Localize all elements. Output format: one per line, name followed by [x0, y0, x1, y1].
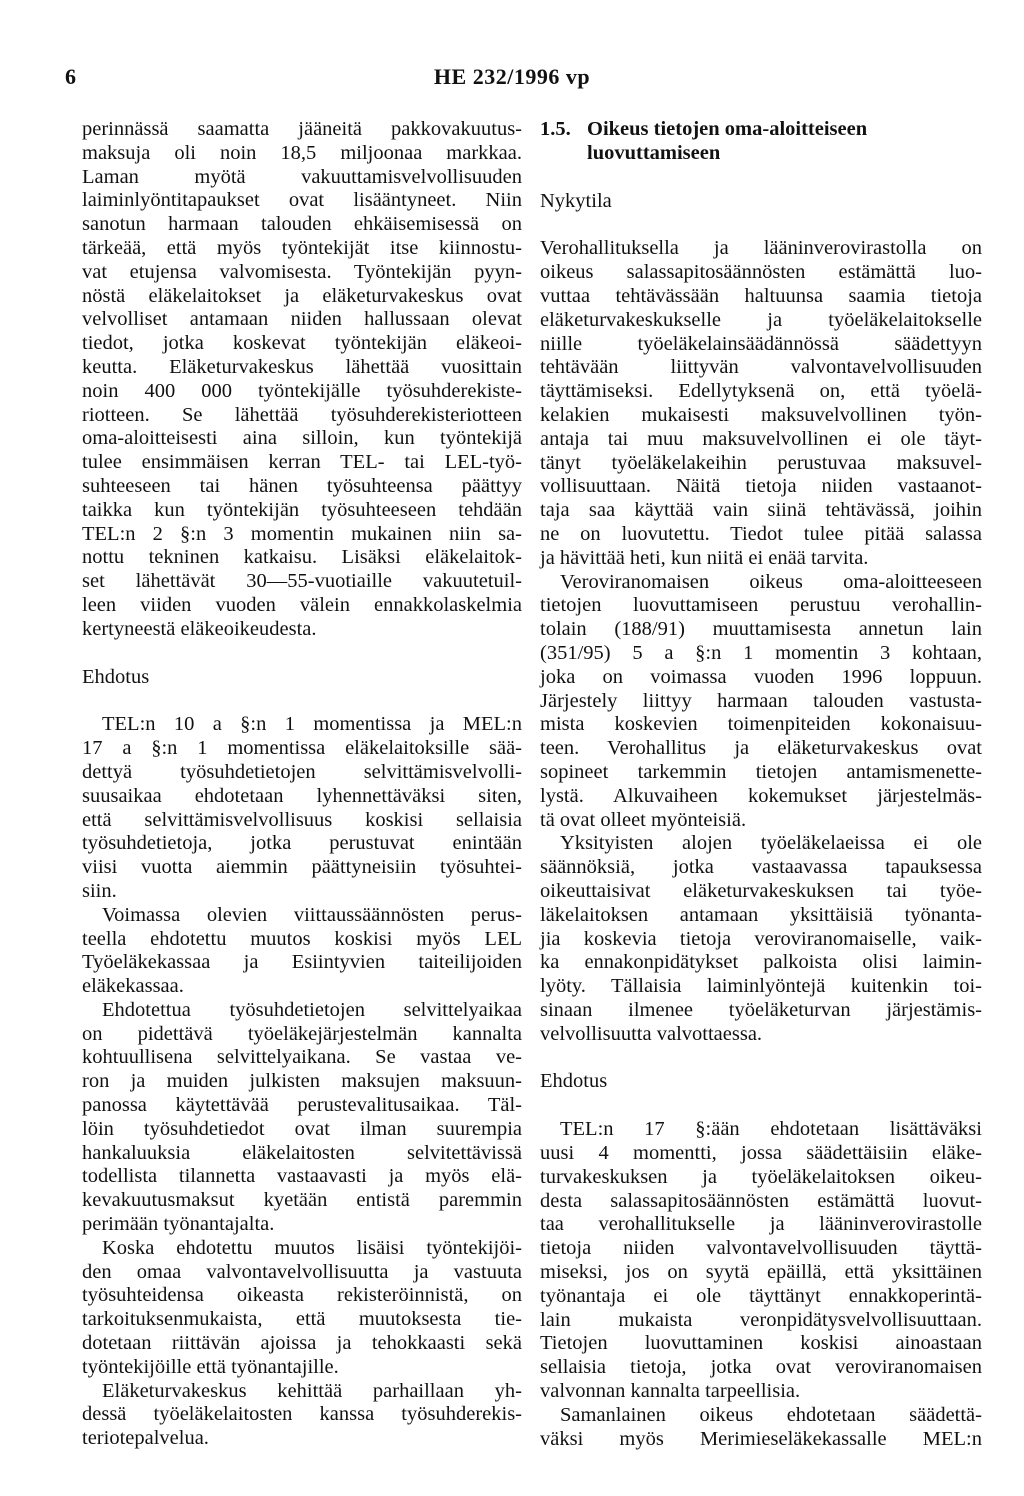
text-line: kohtuullisena selvittelyaikana. Se vastaa ve- — [82, 1046, 522, 1069]
text-line: velvolliset antamaan niiden hallussaan olevat — [82, 308, 522, 331]
text-line: työntekijöille että työnantajille. — [82, 1355, 339, 1378]
paragraph — [82, 1380, 522, 1451]
text-line: miseksi, jos on syytä epäillä, että yksittäinen — [540, 1261, 982, 1284]
text-line: tietoja niiden valvontavelvollisuuden täyttä- — [540, 1237, 982, 1260]
subheading-ehdotus: Ehdotus — [82, 665, 150, 688]
text-line: teella ehdotettu muutos koskisi myös LEL — [82, 927, 522, 950]
text-line: oikeuttaisivat eläketurvakeskuksen tai työe- — [540, 879, 982, 902]
text-line: hankaluuksia eläkelaitosten selvitettävissä — [82, 1141, 522, 1164]
paragraph — [82, 999, 522, 1237]
text-line: suusaikaa ehdotetaan lyhennettäväksi siten, — [82, 784, 522, 807]
text-line: antaja tai muu maksuvelvollinen ei ole täyt- — [540, 427, 982, 450]
text-line: noin 400 000 työntekijälle työsuhderekiste- — [82, 379, 522, 402]
paragraph — [82, 1237, 522, 1380]
subheading-nykytila: Nykytila — [540, 189, 612, 212]
section-title — [540, 118, 982, 166]
text-line: valvonnan kannalta tarpeellisia. — [540, 1380, 801, 1403]
paragraph — [82, 713, 522, 903]
text-line: tolain (188/91) muuttamisesta annetun lain — [540, 618, 982, 641]
text-line: Samanlainen oikeus ehdotetaan säädettä- — [560, 1403, 982, 1426]
text-line: eläkekassaa. — [82, 975, 184, 998]
text-line: vuttaa tehtävässään haltuunsa saamia tietoja — [540, 284, 982, 307]
paragraph — [82, 904, 522, 999]
text-line: teriotepalvelua. — [82, 1427, 209, 1450]
text-line: Yksityisten alojen työeläkelaeissa ei ole — [560, 832, 982, 855]
text-line: nöstä eläkelaitokset ja eläketurvakeskus ovat — [82, 284, 522, 307]
running-header: HE 232/1996 vp — [433, 64, 591, 89]
right-column — [540, 118, 982, 1451]
text-line: maksuja oli noin 18,5 miljoonaa markkaa. — [82, 141, 522, 164]
text-line: Laman myötä vakuuttamisvelvollisuuden — [82, 165, 522, 188]
paragraph — [540, 237, 982, 570]
text-line: Eläketurvakeskus kehittää parhaillaan yh- — [102, 1379, 522, 1402]
text-line: tiedot, jotka koskevat työntekijän eläkeoi- — [82, 332, 522, 355]
subheading-ehdotus-right: Ehdotus — [540, 1070, 608, 1093]
text-line: den omaa valvontavelvollisuutta ja vastuuta — [82, 1260, 522, 1283]
text-line: ja hävittää heti, kun niitä ei enää tarvita. — [540, 546, 869, 569]
section-title-line: Oikeus tietojen oma-aloitteiseen — [587, 118, 868, 140]
text-line: työnantaja ei ole täyttänyt ennakkoperintä- — [540, 1284, 982, 1307]
text-line: suhteeseen tai hänen työsuhteensa päättyy — [82, 474, 522, 497]
text-line: väksi myös Merimieseläkekassalle MEL:n — [540, 1427, 982, 1450]
text-line: TEL:n 17 §:ään ehdotetaan lisättäväksi — [560, 1118, 982, 1141]
left-column — [82, 118, 522, 1451]
text-line: Verohallituksella ja lääninverovirastolla on — [540, 237, 982, 260]
text-line: tärkeää, että myös työntekijät itse kiinnostu- — [82, 236, 522, 259]
text-line: Työeläkekassaa ja Esiintyvien taiteilijoiden — [82, 951, 522, 974]
text-line: dessä työeläkelaitosten kanssa työsuhderekis- — [82, 1403, 522, 1426]
text-line: perinnässä saamatta jääneitä pakkovakuutus- — [82, 118, 522, 140]
text-line: eläketurvakeskukselle ja työeläkelaitokselle — [540, 308, 982, 331]
text-line: oikeus salassapitosäännösten estämättä luo- — [540, 261, 982, 284]
text-line: tietojen luovuttamiseen perustuu verohallin- — [540, 594, 982, 617]
text-line: dotetaan riittävän ajoissa ja tehokkaasti sekä — [82, 1332, 522, 1355]
text-line: on pidettävä työeläkejärjestelmän kannalta — [82, 1022, 522, 1045]
text-line: taikka kun työntekijän työsuhteeseen tehdään — [82, 498, 522, 521]
text-line: teen. Verohallitus ja eläketurvakeskus ovat — [540, 737, 982, 760]
text-line: mista koskevien toimenpiteiden kokonaisuu- — [540, 713, 982, 736]
text-line: kevakuutusmaksut kyetään entistä paremmin — [82, 1189, 522, 1212]
text-line: velvollisuutta valvottaessa. — [540, 1022, 763, 1045]
text-line: siin. — [82, 879, 117, 902]
text-line: desta salassapitosäännösten estämättä luovut- — [540, 1189, 982, 1212]
text-line: leen viiden vuoden välein ennakkolaskelmia — [82, 593, 522, 616]
text-line: tehtävään liittyvän valvontavelvollisuuden — [540, 356, 982, 379]
paragraph — [540, 1118, 982, 1404]
text-line: sanotun harmaan talouden ehkäisemisessä on — [82, 213, 522, 236]
page-number: 6 — [65, 64, 76, 89]
text-line: perimään työnantajalta. — [82, 1213, 275, 1236]
text-line: Järjestely liittyy harmaan talouden vastusta- — [540, 689, 982, 712]
text-line: ne on luovutettu. Tiedot tulee pitää salassa — [540, 522, 982, 545]
text-line: työsuhteidensa oikeasta rekisteröinnistä, on — [82, 1284, 522, 1307]
text-line: kertyneestä eläkeoikeudesta. — [82, 617, 317, 640]
section-number: 1.5. — [540, 118, 571, 140]
text-line: riotteen. Se lähettää työsuhderekisteriotteen — [82, 403, 522, 426]
text-line: laiminlyöntitapaukset ovat lisääntyneet. Niin — [82, 189, 522, 212]
section-title-line: luovuttamiseen — [587, 141, 721, 164]
paragraph — [540, 832, 982, 1046]
text-line: lyöty. Tällaisia laiminlyöntejä kuitenkin toi- — [540, 975, 982, 998]
text-line: niille työeläkelainsäädännössä säädettyyn — [540, 332, 982, 355]
text-line: tarkoituksenmukaista, että muutoksesta tie- — [82, 1308, 522, 1331]
text-line: kelakien mukaisesti maksuvelvollinen työn- — [540, 403, 982, 426]
text-line: dettyä työsuhdetietojen selvittämisvelvolli- — [82, 760, 522, 783]
text-line: todellista tilannetta vastaavasti ja myös elä- — [82, 1165, 522, 1188]
text-line: täyttämiseksi. Edellytyksenä on, että työelä- — [540, 380, 982, 403]
text-line: jia koskevia tietoja veroviranomaiselle, vaik- — [540, 927, 982, 950]
text-line: sellaisia tietoja, jotka ovat veroviranomaisen — [540, 1356, 982, 1379]
text-line: ron ja muiden julkisten maksujen maksuun- — [82, 1070, 522, 1093]
text-line: vat etujensa valvomisesta. Työntekijän pyyn- — [82, 260, 522, 283]
text-line: löin työsuhdetiedot ovat ilman suurempia — [82, 1117, 522, 1140]
text-line: uusi 4 momentti, jossa säädettäisiin eläke- — [540, 1142, 982, 1165]
text-line: panossa käytettävää perustevalitusaikaa. Täl- — [82, 1094, 522, 1117]
text-line: joka on voimassa vuoden 1996 loppuun. — [540, 665, 982, 688]
text-line: ka ennakonpidätykset palkoista olisi laimin- — [540, 951, 982, 974]
text-line: (351/95) 5 a §:n 1 momentin 3 kohtaan, — [540, 641, 982, 664]
text-line: sinaan ilmenee työeläketurvan järjestämis- — [540, 998, 982, 1021]
text-line: 17 a §:n 1 momentissa eläkelaitoksille sää- — [82, 737, 522, 760]
text-line: TEL:n 2 §:n 3 momentin mukainen niin sa- — [82, 522, 522, 545]
section-heading — [540, 118, 982, 166]
text-line: läkelaitoksen antamaan yksittäisiä työnanta- — [540, 903, 982, 926]
paragraph — [82, 118, 522, 642]
text-line: Ehdotettua työsuhdetietojen selvittelyaikaa — [102, 998, 522, 1021]
text-line: lain mukaista veronpidätysvelvollisuuttaan. — [540, 1308, 982, 1331]
text-line: Koska ehdotettu muutos lisäisi työntekijöi- — [102, 1236, 522, 1259]
text-line: taja saa käyttää vain siinä tehtävässä, joihin — [540, 499, 982, 522]
text-line: taa verohallitukselle ja lääninverovirastolle — [540, 1213, 982, 1236]
text-line: tä ovat olleet myönteisiä. — [540, 808, 747, 831]
text-line: oma-aloitteisesti aina silloin, kun työntekijä — [82, 427, 522, 450]
text-line: set lähettävät 30—55-vuotiaille vakuutetuil- — [82, 570, 522, 593]
paragraph — [540, 571, 982, 833]
text-line: Tietojen luovuttaminen koskisi ainoastaan — [540, 1332, 982, 1355]
text-line: sopineet tarkemmin tietojen antamismenette- — [540, 760, 982, 783]
text-line: viisi vuotta aiemmin päättyneisiin työsuhtei- — [82, 856, 522, 879]
text-line: työsuhdetietoja, jotka perustuvat enintään — [82, 832, 522, 855]
text-line: turvakeskuksen ja työeläkelaitoksen oikeu- — [540, 1165, 982, 1188]
text-line: tulee ensimmäisen kerran TEL- tai LEL-työ- — [82, 451, 522, 474]
paragraph — [540, 1404, 982, 1452]
text-line: nottu tekninen katkaisu. Lisäksi eläkelaitok- — [82, 546, 522, 569]
text-line: vollisuuttaan. Näitä tietoja niiden vastaanot- — [540, 475, 982, 498]
text-line: että selvittämisvelvollisuus koskisi sellaisia — [82, 808, 522, 831]
text-line: keutta. Eläketurvakeskus lähettää vuosittain — [82, 355, 522, 378]
text-line: säännöksiä, jotka vastaavassa tapauksessa — [540, 856, 982, 879]
text-line: Veroviranomaisen oikeus oma-aloitteeseen — [560, 570, 982, 593]
text-line: lystä. Alkuvaiheen kokemukset järjestelmäs- — [540, 784, 982, 807]
text-line: tänyt työeläkelakeihin perustuvaa maksuvel- — [540, 451, 982, 474]
text-line: TEL:n 10 a §:n 1 momentissa ja MEL:n — [102, 713, 522, 736]
text-line: Voimassa olevien viittaussäännösten perus- — [102, 903, 522, 926]
